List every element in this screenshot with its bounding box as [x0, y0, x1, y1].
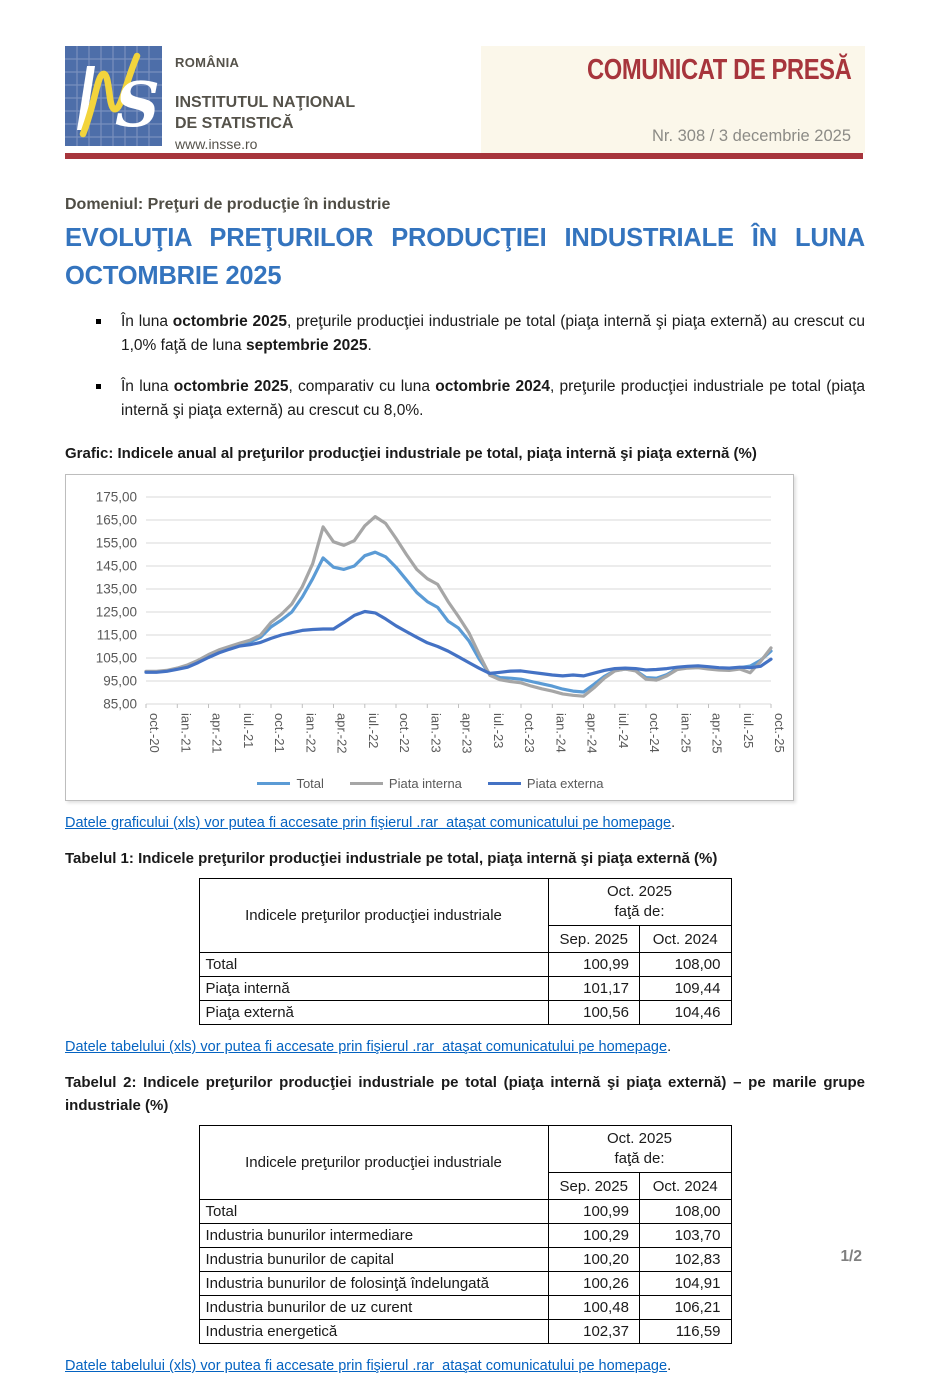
svg-text:ian.-21: ian.-21: [178, 712, 194, 753]
value-cell: 104,91: [640, 1272, 732, 1296]
value-cell: 116,59: [640, 1320, 732, 1344]
header: [65, 46, 865, 153]
period-line2: faţă de:: [614, 903, 665, 921]
svg-text:145,00: 145,00: [95, 558, 137, 574]
svg-text:155,00: 155,00: [95, 535, 137, 551]
legend-item: [257, 776, 323, 791]
value-cell: 101,17: [548, 977, 640, 1001]
value-cell: 100,99: [548, 953, 640, 977]
svg-text:oct.-24: oct.-24: [647, 712, 662, 753]
table2-subheader-sep: Sep. 2025: [548, 1173, 640, 1200]
svg-text:oct.-21: oct.-21: [272, 712, 287, 753]
label-cell: Industria bunurilor de uz curent: [199, 1296, 548, 1320]
table-row: [199, 1248, 731, 1272]
website-label: www.insse.ro: [175, 136, 258, 152]
table2: [199, 1125, 732, 1344]
legend-line-swatch: [488, 782, 521, 785]
table1-subheader-oct: Oct. 2024: [640, 926, 732, 953]
svg-text:apr.-23: apr.-23: [459, 712, 475, 754]
table-row: [199, 1224, 731, 1248]
table-row: [199, 953, 731, 977]
svg-text:125,00: 125,00: [95, 604, 137, 620]
chart-legend: [68, 772, 793, 796]
value-cell: 109,44: [640, 977, 732, 1001]
legend-label: Piata interna: [388, 776, 462, 792]
legend-item: [350, 776, 462, 791]
svg-text:115,00: 115,00: [96, 627, 137, 643]
value-cell: 108,00: [640, 953, 732, 977]
value-cell: 103,70: [640, 1224, 732, 1248]
bullet-item: În luna octombrie 2025, comparativ cu luna octombrie 2024, preţurile producţiei industriale pe total (piaţa internă şi piaţa externă) au crescut cu 8,0%.: [65, 375, 865, 423]
institute-block: [175, 46, 355, 152]
label-cell: Industria bunurilor de capital: [199, 1248, 548, 1272]
table2-data-link[interactable]: Datele tabelului (xls) vor putea fi accesate prin fişierul .rar ataşat comunicatului pe homepage: [65, 1358, 668, 1374]
value-cell: 108,00: [640, 1200, 732, 1224]
value-cell: 100,48: [548, 1296, 640, 1320]
chart-plot-area: [68, 483, 790, 767]
svg-text:95,00: 95,00: [103, 673, 137, 689]
chart-caption: Grafic: Indicele anual al preţurilor producţiei industriale pe total, piaţa internă şi piaţa externă (%): [65, 444, 757, 462]
link-suffix: .: [667, 1358, 672, 1374]
line-chart: [65, 474, 794, 801]
value-cell: 106,21: [640, 1296, 732, 1320]
value-cell: 100,26: [548, 1272, 640, 1296]
svg-text:oct.-22: oct.-22: [397, 712, 412, 753]
svg-text:iul.-23: iul.-23: [490, 712, 506, 748]
link-suffix: .: [667, 1039, 672, 1056]
page-number: 1/2: [840, 1248, 862, 1265]
table-row: [199, 1001, 731, 1025]
table1-data-link-line: [65, 1039, 865, 1055]
legend-label: Total: [296, 776, 324, 792]
svg-text:iul.-21: iul.-21: [240, 712, 256, 748]
table-row: [199, 977, 731, 1001]
svg-text:165,00: 165,00: [95, 512, 137, 528]
domain-line: Domeniul: Preţuri de producţie în industrie: [65, 196, 391, 213]
release-number-date: Nr. 308 / 3 decembrie 2025: [651, 127, 851, 145]
svg-text:apr.-24: apr.-24: [584, 712, 600, 754]
table2-data-link-line: [65, 1358, 865, 1374]
table2-col-header: Indicele preţurilor producţiei industriale: [199, 1126, 548, 1200]
table-row: [199, 1272, 731, 1296]
svg-text:105,00: 105,00: [95, 650, 137, 666]
legend-line-swatch: [257, 782, 290, 785]
bullet-item: În luna octombrie 2025, preţurile producţiei industriale pe total (piaţa internă şi piaţa externă) au crescut cu 1,0% faţă de luna septembrie 2025.: [65, 310, 865, 358]
svg-text:apr.-21: apr.-21: [209, 712, 225, 754]
value-cell: 104,46: [640, 1001, 732, 1025]
svg-text:S: S: [115, 68, 160, 141]
label-cell: Piaţa internă: [199, 977, 548, 1001]
value-cell: 100,20: [548, 1248, 640, 1272]
label-cell: Total: [199, 953, 548, 977]
period-line1: Oct. 2025: [606, 882, 673, 900]
legend-label: Piata externa: [526, 776, 604, 792]
key-findings-list: [65, 310, 865, 423]
table-row: [199, 1320, 731, 1344]
svg-text:oct.-23: oct.-23: [522, 712, 537, 753]
table-header-row: [199, 1126, 731, 1173]
institute-name-line2: DE STATISTICĂ: [175, 115, 294, 132]
period-line1: Oct. 2025: [606, 1129, 673, 1147]
period-line2: faţă de:: [614, 1150, 665, 1168]
table2-subheader-oct: Oct. 2024: [640, 1173, 732, 1200]
table-row: [199, 1200, 731, 1224]
table-row: [199, 1296, 731, 1320]
country-label: ROMÂNIA: [175, 55, 240, 70]
table1-col-header: Indicele preţurilor producţiei industriale: [199, 879, 548, 953]
label-cell: Industria bunurilor de folosinţă îndelungată: [199, 1272, 548, 1296]
table1: [199, 878, 732, 1025]
table1-period-header: [548, 879, 731, 926]
table1-data-link[interactable]: Datele tabelului (xls) vor putea fi accesate prin fişierul .rar ataşat comunicatului pe homepage: [65, 1039, 668, 1056]
label-cell: Piaţa externă: [199, 1001, 548, 1025]
svg-text:oct.-20: oct.-20: [147, 712, 162, 753]
svg-text:175,00: 175,00: [95, 489, 137, 505]
institute-name-line1: INSTITUTUL NAŢIONAL: [175, 94, 356, 111]
svg-text:apr.-25: apr.-25: [709, 712, 725, 754]
svg-text:oct.-25: oct.-25: [772, 712, 787, 753]
value-cell: 100,56: [548, 1001, 640, 1025]
table1-subheader-sep: Sep. 2025: [548, 926, 640, 953]
value-cell: 102,37: [548, 1320, 640, 1344]
table2-caption: Tabelul 2: Indicele preţurilor producţiei industriale pe total (piaţa internă şi piaţa externă) – pe marile grupe industriale (%): [65, 1074, 865, 1114]
legend-line-swatch: [350, 782, 383, 785]
svg-text:135,00: 135,00: [95, 581, 137, 597]
svg-text:ian.-24: ian.-24: [553, 712, 569, 753]
svg-text:iul.-25: iul.-25: [740, 712, 756, 748]
label-cell: Industria bunurilor intermediare: [199, 1224, 548, 1248]
value-cell: 100,99: [548, 1200, 640, 1224]
page-title: EVOLUŢIA PREŢURILOR PRODUCŢIEI INDUSTRIALE ÎN LUNA OCTOMBRIE 2025: [65, 224, 865, 291]
link-suffix: .: [671, 814, 676, 831]
svg-text:ian.-25: ian.-25: [678, 712, 694, 753]
svg-text:iul.-24: iul.-24: [615, 712, 631, 748]
svg-text:85,00: 85,00: [103, 696, 137, 712]
chart-data-link[interactable]: Datele graficului (xls) vor putea fi accesate prin fişierul .rar ataşat comunicatului pe homepage: [65, 814, 672, 831]
value-cell: 102,83: [640, 1248, 732, 1272]
legend-item: [488, 776, 604, 791]
press-release-banner: [481, 46, 865, 153]
svg-text:ian.-23: ian.-23: [428, 712, 444, 753]
label-cell: Industria energetică: [199, 1320, 548, 1344]
chart-data-link-line: [65, 815, 865, 831]
svg-text:apr.-22: apr.-22: [334, 712, 350, 754]
press-release-title: COMUNICAT DE PRESĂ: [586, 54, 851, 86]
logo-area: [65, 46, 355, 152]
header-divider: [65, 153, 863, 159]
table1-caption: Tabelul 1: Indicele preţurilor producţiei industriale pe total, piaţa internă şi piaţa externă (%): [65, 849, 718, 867]
table2-period-header: [548, 1126, 731, 1173]
svg-text:iul.-22: iul.-22: [365, 712, 381, 748]
ins-logo-icon: [65, 46, 162, 146]
value-cell: 100,29: [548, 1224, 640, 1248]
svg-text:ian.-22: ian.-22: [303, 712, 319, 753]
label-cell: Total: [199, 1200, 548, 1224]
table-header-row: [199, 879, 731, 926]
